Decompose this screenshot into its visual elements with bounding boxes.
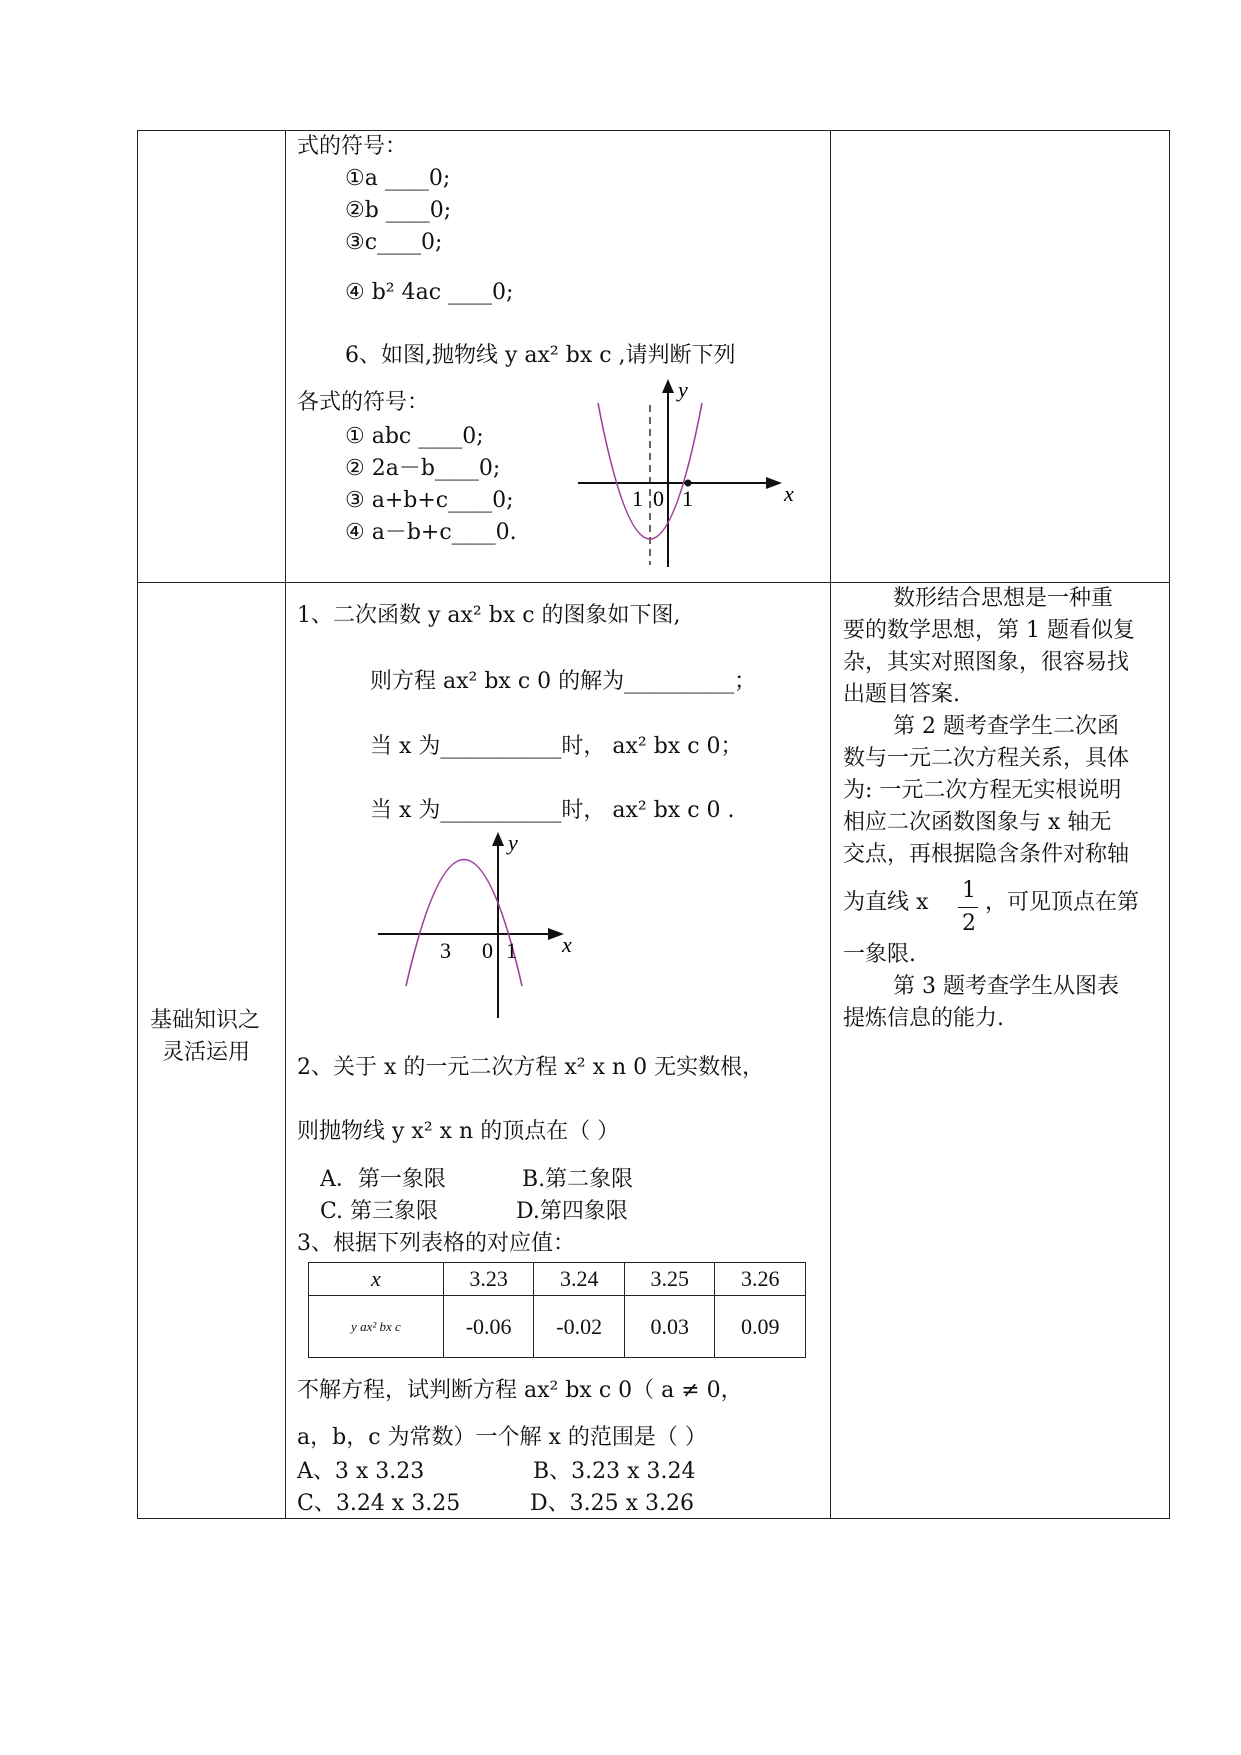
y-axis-arrow xyxy=(662,379,674,393)
note-line: 出题目答案. xyxy=(843,682,960,707)
q1-line-3: 当 x 为___________时， ax² bx c 0； xyxy=(370,734,743,759)
q1-line-4: 当 x 为___________时， ax² bx c 0 . xyxy=(370,798,735,823)
table-y-value: 0.09 xyxy=(715,1296,806,1358)
table-x-value: 3.23 xyxy=(443,1263,534,1296)
note-line: 相应二次函数图象与 x 轴无 xyxy=(843,810,1112,835)
table-row-label-y: y ax² bx c xyxy=(309,1296,444,1358)
table-y-value: -0.02 xyxy=(534,1296,625,1358)
q6-item-4: ④ a－b+c____0. xyxy=(345,520,517,545)
note-line: 数与一元二次方程关系，具体 xyxy=(843,746,1130,771)
q6-item-1: ① abc ____0; xyxy=(345,424,484,449)
table-row-divider xyxy=(137,582,1170,583)
fraction-numerator: 1 xyxy=(962,878,976,903)
q6-prompt-continued: 各式的符号： xyxy=(297,390,430,415)
q2-option-b: B.第二象限 xyxy=(522,1167,634,1192)
q3-option-a: A、3 x 3.23 xyxy=(297,1459,425,1484)
tick-label-zero: 0 xyxy=(482,938,493,963)
section-label-line1: 基础知识之 xyxy=(150,1008,261,1033)
note-line: 要的数学思想，第 1 题看似复 xyxy=(843,618,1135,643)
tick-label-neg1: 1 xyxy=(632,486,643,511)
table-y-value: -0.06 xyxy=(443,1296,534,1358)
note-line: 为: 一元二次方程无实根说明 xyxy=(843,778,1122,803)
x-axis-label: x xyxy=(784,481,794,506)
table-border-left xyxy=(137,130,138,1519)
note-line: 为直线 x xyxy=(843,890,929,915)
tick-label-three: 3 xyxy=(440,938,451,963)
q2-line-2: 则抛物线 y x² x n 的顶点在（ ） xyxy=(297,1119,620,1144)
note-line: 交点，再根据隐含条件对称轴 xyxy=(843,842,1130,867)
q6-item-2: ② 2a－b____0; xyxy=(345,456,501,481)
table-x-value: 3.24 xyxy=(534,1263,625,1296)
fraction-denominator: 2 xyxy=(962,911,976,936)
q5-item-4: ④ b² 4ac ____0; xyxy=(345,280,514,305)
q3-line-2: a，b，c 为常数）一个解 x 的范围是（ ） xyxy=(297,1425,707,1450)
table-y-value: 0.03 xyxy=(624,1296,715,1358)
q2-option-c: C. 第三象限 xyxy=(320,1199,439,1224)
q2-option-d: D.第四象限 xyxy=(516,1199,628,1224)
table-border-right xyxy=(1169,130,1170,1519)
y-axis-arrow xyxy=(492,832,504,846)
q6-item-3: ③ a+b+c____0; xyxy=(345,488,514,513)
table-border-top xyxy=(137,130,1170,131)
tick-label-one: 1 xyxy=(682,486,693,511)
q6-parabola-graph xyxy=(570,375,800,570)
q5-item-1: ①a ____0; xyxy=(345,166,451,191)
note-line: 数形结合思想是一种重 xyxy=(893,586,1114,611)
table-header-x: x xyxy=(309,1263,444,1296)
x-axis-label: x xyxy=(562,932,572,957)
table-col-divider-2 xyxy=(830,130,831,1519)
q3-intro: 3、根据下列表格的对应值： xyxy=(297,1231,575,1256)
parabola-curve xyxy=(406,860,522,987)
section-label-line2: 灵活运用 xyxy=(162,1040,251,1065)
q1-parabola-graph xyxy=(370,828,585,1020)
q3-option-d: D、3.25 x 3.26 xyxy=(530,1491,695,1516)
q3-option-b: B、3.23 x 3.24 xyxy=(533,1459,696,1484)
fraction-bar xyxy=(958,907,978,908)
note-line: 提炼信息的能力. xyxy=(843,1006,1004,1031)
y-axis-label: y xyxy=(678,377,688,402)
note-line: 第 2 题考查学生二次函 xyxy=(893,714,1119,739)
y-axis-label: y xyxy=(508,830,518,855)
q5-item-2: ②b ____0; xyxy=(345,198,452,223)
table-x-value: 3.26 xyxy=(715,1263,806,1296)
q1-line-2: 则方程 ax² bx c 0 的解为__________； xyxy=(370,669,757,694)
q3-line-1: 不解方程，试判断方程 ax² bx c 0（ a ≠ 0， xyxy=(297,1378,743,1403)
note-line: 第 3 题考查学生从图表 xyxy=(893,974,1119,999)
table-x-value: 3.25 xyxy=(624,1263,715,1296)
continuation-text: 式的符号： xyxy=(297,134,408,159)
x-axis-arrow xyxy=(766,477,782,489)
q2-option-a: A．第一象限 xyxy=(320,1167,446,1192)
note-line: 一象限. xyxy=(843,942,916,967)
table-col-divider-1 xyxy=(285,130,286,1519)
tick-label-one: 1 xyxy=(506,938,517,963)
q2-line-1: 2、关于 x 的一元二次方程 x² x n 0 无实数根， xyxy=(297,1055,765,1080)
tick-label-zero: 0 xyxy=(653,486,664,511)
q6-prompt: 6、如图,抛物线 y ax² bx c ,请判断下列 xyxy=(345,343,736,368)
q5-item-3: ③c____0; xyxy=(345,230,443,255)
note-line: 杂，其实对照图象，很容易找 xyxy=(843,650,1130,675)
q3-option-c: C、3.24 x 3.25 xyxy=(297,1491,461,1516)
q1-line-1: 1、二次函数 y ax² bx c 的图象如下图, xyxy=(297,603,681,628)
q3-values-table xyxy=(308,1262,806,1358)
note-line: ，可见顶点在第 xyxy=(985,890,1140,915)
